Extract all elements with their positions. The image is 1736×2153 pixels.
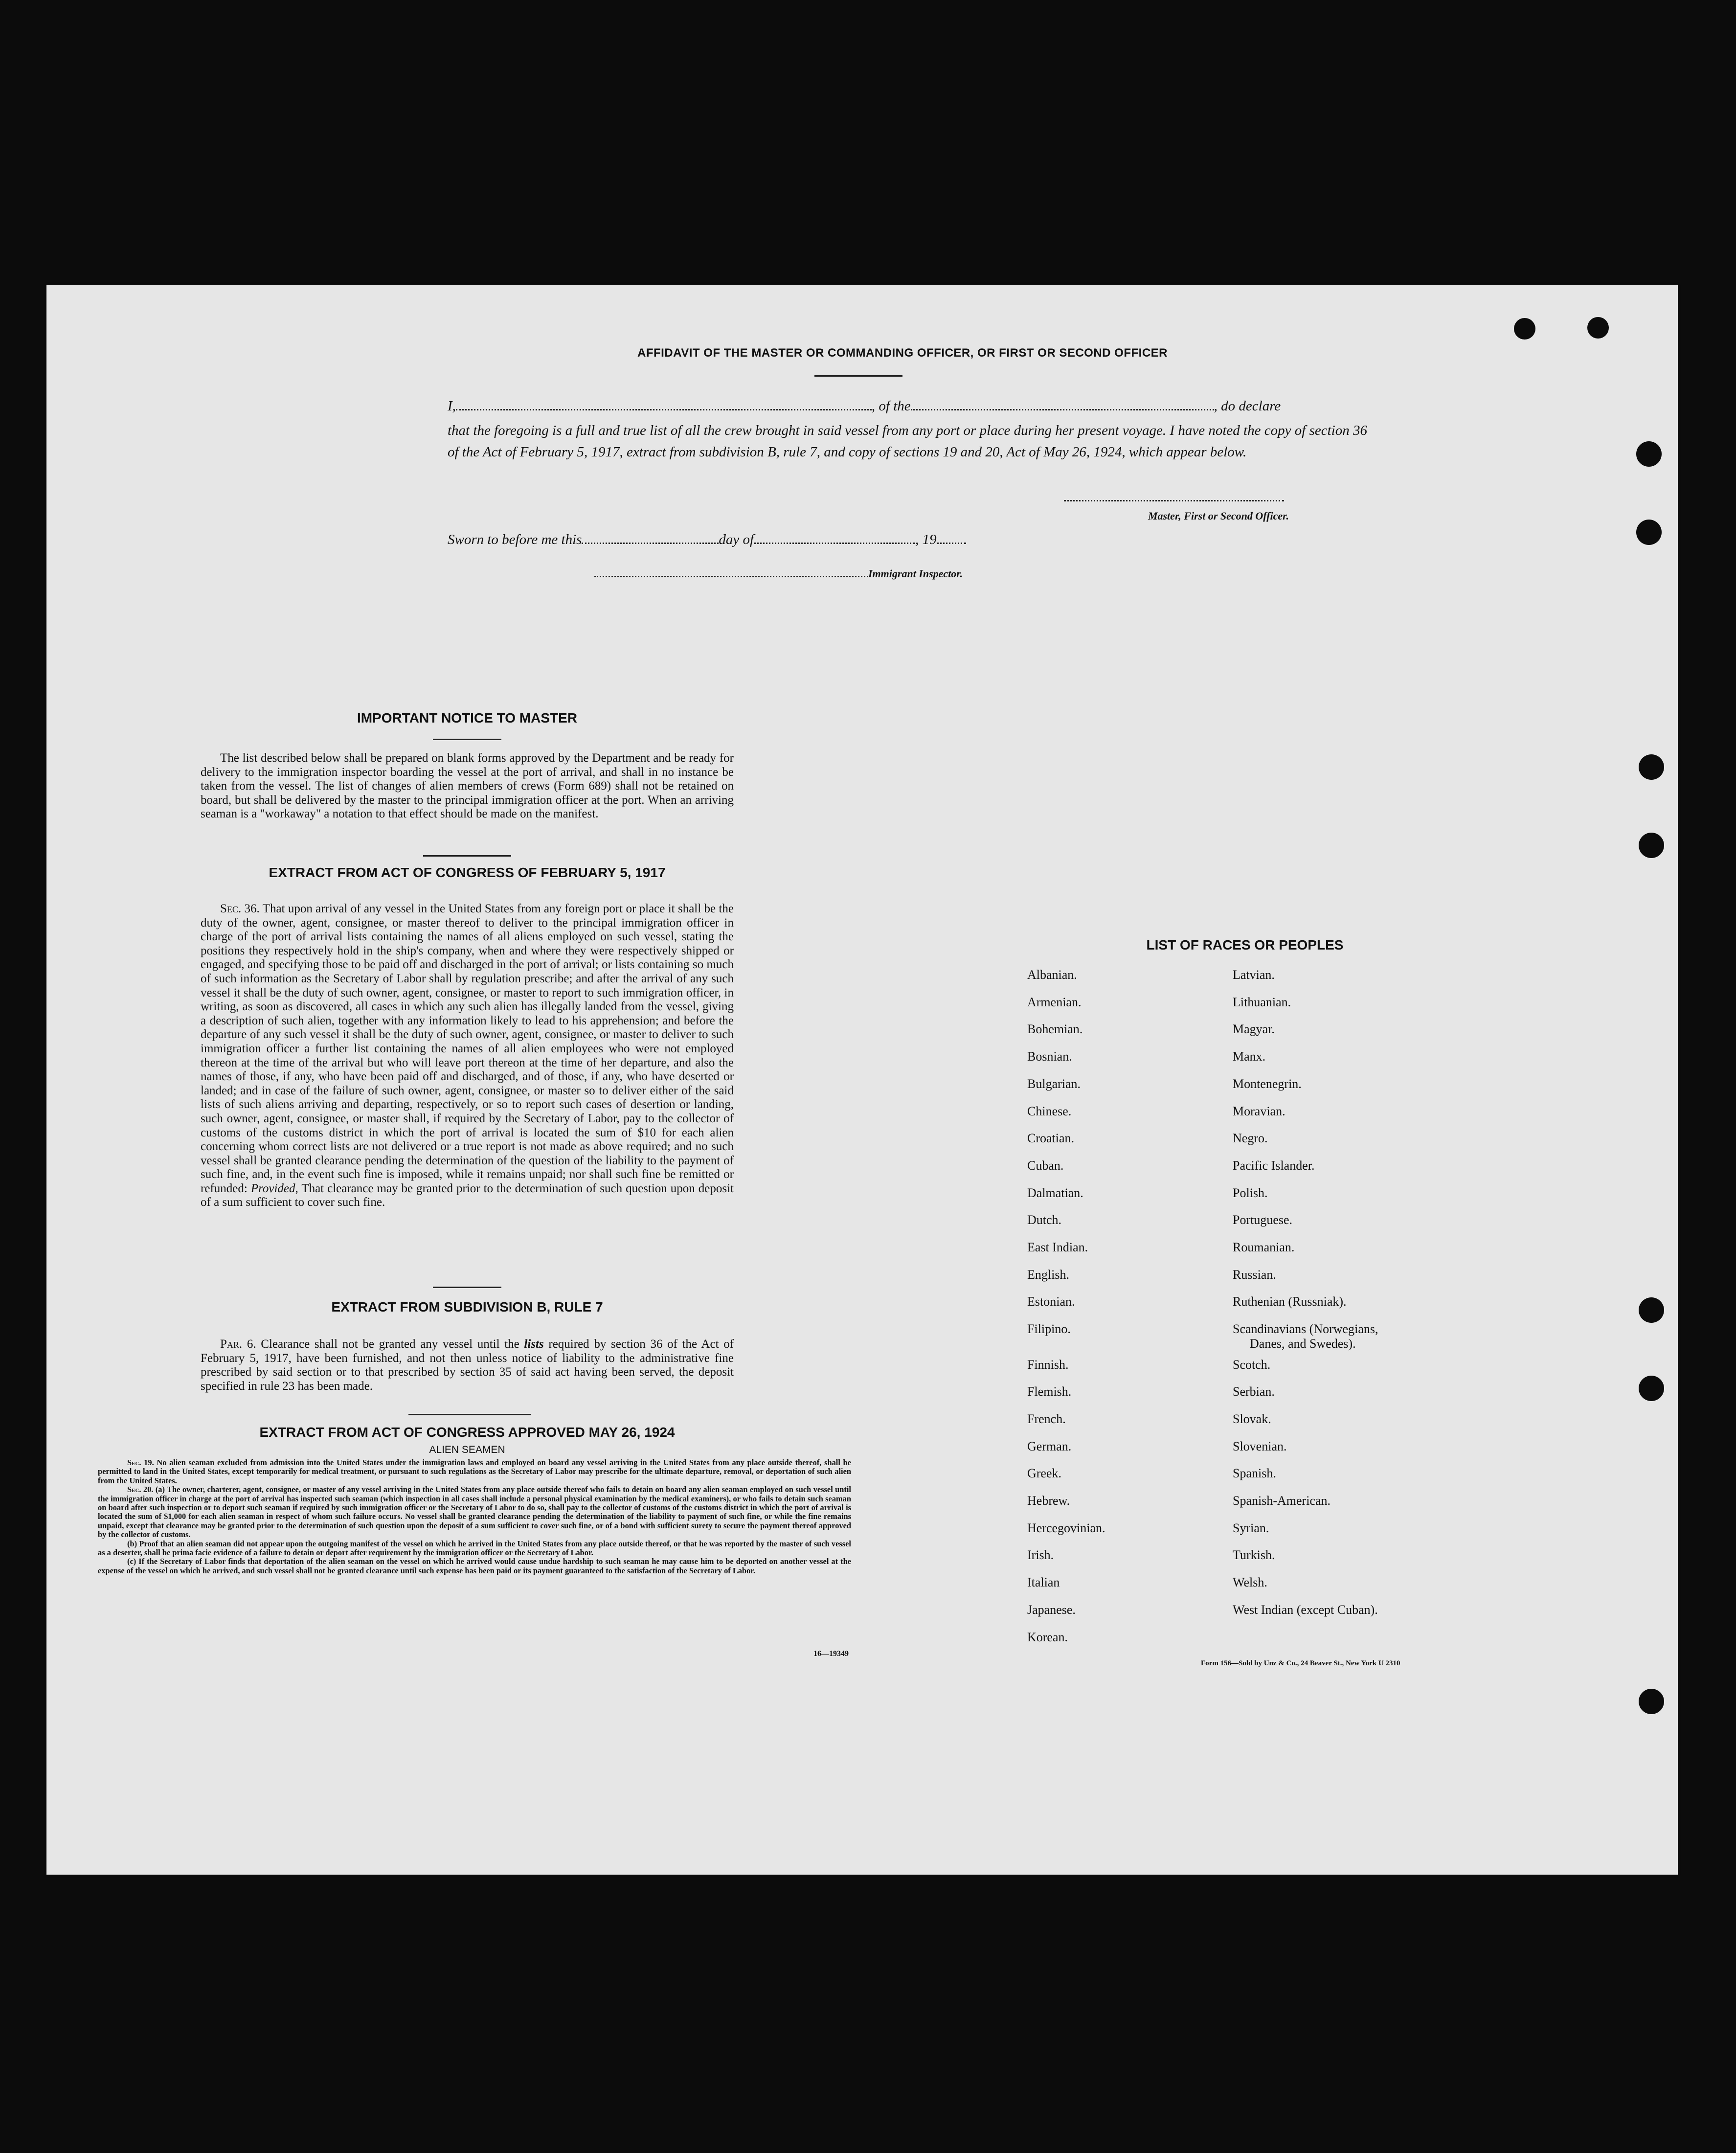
race-item: Finnish. — [1027, 1357, 1069, 1372]
race-item: Filipino. — [1027, 1322, 1071, 1337]
divider — [433, 1287, 501, 1288]
race-item: Irish. — [1027, 1548, 1054, 1563]
race-item: Montenegrin. — [1233, 1076, 1302, 1091]
race-item: Serbian. — [1233, 1384, 1275, 1399]
sec20b-paragraph: (b) Proof that an alien seaman did not appear upon the outgoing manifest of the vessel on which he arrived in the United States from any place outside thereof, or that he was reported by the master of such vessel as a deserter, shall be prima facie evidence of a failure to detain or deport after requirement by the immigration officer or the Secretary of Labor. — [98, 1539, 851, 1558]
divider — [814, 375, 902, 377]
race-item: Spanish-American. — [1233, 1494, 1331, 1508]
master-signature-line[interactable] — [1064, 500, 1284, 501]
extract1924-heading: EXTRACT FROM ACT OF CONGRESS APPROVED MAY 26, 1924 — [259, 1425, 675, 1440]
sec20a-text: (a) The owner, charterer, agent, consignee, or master of any vessel arriving in the United States from any place outside thereof who fails to detain on board any alien seaman employed on such vessel until the immigration officer in charge at the port of arrival has inspected such seaman (which inspection in all cases shall include a personal physical examination by the medical examiners), or who fails to detain such seaman on board after such inspection or to deport such seaman if required by such immigration officer or the Secretary of Labor to do so, shall pay to the collector of customs of the customs district in which the port of arrival is located the sum of $1,000 for each alien seaman in respect of whom such failure occurs. No vessel shall be granted clearance pending the determination of the liability to payment of such fine, or while the fine remains unpaid, except that clearance may be granted prior to the determination of such question upon the deposit of a sum sufficient to cover such fine, or of a bond with sufficient surety to secure the payment thereof approved by the collector of customs. — [98, 1485, 851, 1540]
divider — [433, 739, 501, 740]
sec36-text-end: That clearance may be granted prior to the determination of such question upon deposit of a sum sufficient to cover such fine. — [201, 1181, 734, 1209]
sworn-day-of: day of — [719, 532, 754, 547]
par6-label: Par. 6. — [220, 1337, 256, 1351]
extract1917-body — [201, 902, 734, 1210]
affidavit-i: I, — [448, 398, 456, 414]
affidavit-of-the: , of the — [871, 398, 911, 414]
notice-heading: IMPORTANT NOTICE TO MASTER — [357, 710, 578, 725]
race-item: Italian — [1027, 1575, 1060, 1590]
race-item: Chinese. — [1027, 1104, 1072, 1118]
race-item: Greek. — [1027, 1466, 1062, 1481]
punch-hole — [1639, 1297, 1664, 1323]
affidavit-do-declare: , do declare — [1214, 398, 1281, 414]
sworn-month-blank[interactable] — [754, 543, 915, 544]
punch-hole — [1639, 1689, 1664, 1714]
document-page — [46, 285, 1678, 1875]
punch-hole — [1514, 318, 1535, 340]
race-item: English. — [1027, 1267, 1069, 1282]
name-blank[interactable] — [456, 409, 872, 410]
par6-text-a: Clearance shall not be granted any vessel until the — [261, 1337, 519, 1351]
race-item: Magyar. — [1233, 1022, 1275, 1037]
race-item: Roumanian. — [1233, 1240, 1295, 1254]
race-item: Latvian. — [1233, 968, 1275, 982]
extract1924-body — [98, 1458, 851, 1575]
race-item: Dutch. — [1027, 1213, 1062, 1227]
race-item: Lithuanian. — [1233, 995, 1291, 1009]
race-item: Albanian. — [1027, 968, 1077, 982]
race-item: Russian. — [1233, 1267, 1276, 1282]
race-item: Estonian. — [1027, 1294, 1075, 1309]
race-item: German. — [1027, 1439, 1072, 1453]
sworn-year: , 19 — [915, 532, 937, 547]
vessel-blank[interactable] — [911, 409, 1214, 410]
race-item: Pacific Islander. — [1233, 1158, 1315, 1173]
race-item: Welsh. — [1233, 1575, 1267, 1590]
race-item: Negro. — [1233, 1131, 1268, 1146]
punch-hole — [1639, 833, 1664, 858]
race-item: Danes, and Swedes). — [1250, 1337, 1356, 1351]
race-item: Japanese. — [1027, 1602, 1076, 1617]
punch-hole — [1639, 1376, 1664, 1401]
race-item: Cuban. — [1027, 1158, 1064, 1173]
race-item: Bohemian. — [1027, 1022, 1083, 1037]
race-item: Bosnian. — [1027, 1049, 1072, 1064]
form-footer: Form 156—Sold by Unz & Co., 24 Beaver St., New York U 2310 — [1201, 1659, 1400, 1667]
sworn-prefix: Sworn to before me this — [448, 532, 582, 547]
races-heading: LIST OF RACES OR PEOPLES — [1146, 937, 1344, 952]
punch-hole — [1636, 441, 1662, 467]
race-item: Croatian. — [1027, 1131, 1075, 1146]
race-item: Polish. — [1233, 1185, 1268, 1200]
sec19-label: Sec. 19. — [127, 1458, 154, 1467]
master-label: Master, First or Second Officer. — [1148, 510, 1289, 522]
punch-hole — [1639, 754, 1664, 780]
sworn-line — [448, 532, 1181, 548]
punch-hole — [1636, 520, 1662, 545]
race-item: Syrian. — [1233, 1520, 1269, 1535]
race-item: French. — [1027, 1411, 1066, 1426]
race-item: Manx. — [1233, 1049, 1266, 1064]
sec20a-paragraph — [98, 1485, 851, 1539]
race-item: Flemish. — [1027, 1384, 1072, 1399]
sec20c-paragraph: (c) If the Secretary of Labor finds that deportation of the alien seaman on the vessel on which he arrived would cause undue hardship to such seaman he may cause him to be deported on another vessel at the expense of the vessel on which he arrived, and such vessel shall not be granted clearance until such expense has been paid or its payment guaranteed to the satisfaction of the Secretary of Labor. — [98, 1557, 851, 1575]
race-item: Hebrew. — [1027, 1494, 1070, 1508]
par6-text-b: required by section 36 of the Act of February 5, 1917, have been furnished, and not then unless notice of liability to the administrative fine prescribed by said section or to that prescribed by section 35 of said act having been served, the deposit specified in rule 23 has been made. — [201, 1337, 734, 1393]
divider — [408, 1414, 531, 1415]
affidavit-heading: AFFIDAVIT OF THE MASTER OR COMMANDING OFFICER, OR FIRST OR SECOND OFFICER — [637, 346, 1168, 360]
affidavit-declaration-line — [448, 398, 1367, 414]
race-item: Portuguese. — [1233, 1213, 1293, 1227]
inspector-label: Immigrant Inspector. — [868, 567, 963, 580]
race-item: Slovak. — [1233, 1411, 1271, 1426]
race-item: Hercegovinian. — [1027, 1520, 1105, 1535]
rule7-heading: EXTRACT FROM SUBDIVISION B, RULE 7 — [331, 1299, 603, 1314]
notice-body: The list described below shall be prepared on blank forms approved by the Department and be ready for delivery to the immigration inspector boarding the vessel at the port of arrival, and shall in no instance be taken from the vessel. The list of changes of alien members of crews (Form 689) shall not be retained on board, but shall be delivered by the master to the principal immigration officer at the port. When an arriving seaman is a "workaway" a notation to that effect should be made on the manifest. — [201, 751, 734, 820]
sec19-text: No alien seaman excluded from admission into the United States under the immigration laws and employed on board any vessel arriving in the United States from any place outside thereof, shall be permitted to land in the United States, except temporarily for medical treatment, or pursuant to such regulations as the Secretary of Labor may prescribe for the ultimate departure, removal, or deportation of such alien from the United States. — [98, 1458, 851, 1485]
punch-hole — [1587, 317, 1609, 339]
extract1924-subheading: ALIEN SEAMEN — [429, 1444, 505, 1455]
race-item: Scandinavians (Norwegians, — [1233, 1322, 1378, 1337]
divider — [423, 855, 511, 857]
race-item: Turkish. — [1233, 1548, 1275, 1563]
race-item: East Indian. — [1027, 1240, 1088, 1254]
race-item: Moravian. — [1233, 1104, 1285, 1118]
sec36-text: That upon arrival of any vessel in the United States from any foreign port or place it shall be the duty of the owner, agent, consignee, or master thereof to deliver to the principal immigration officer in charge of the port of arrival lists containing the names of all aliens employed on such vessel, stating the positions they respectively hold in the ship's company, when and where they were respectively shipped or engaged, and specifying those to be paid off and discharged in the port of arrival; or lists containing so much of such information as the Secretary of Labor shall by regulation prescribe; and after the arrival of any such vessel it shall be the duty of such owner, agent, consignee, or master to report to such immigration officer, in writing, as soon as discovered, all cases in which any such alien has illegally landed from the vessel, giving a description of such alien, together with any information likely to lead to his apprehension; and before the departure of any such vessel it shall be the duty of such owner, agent, consignee, or master to deliver to such immigration officer a further list containing the names of all alien employees who were not employed thereon at the time of the arrival but who will leave port thereon at the time of her departure, and also the names of those, if any, who have been paid off and discharged, and of those, if any, who have deserted or landed; and in case of the failure of such owner, agent, consignee, or master so to deliver either of the said lists of such aliens arriving and departing, respectively, or so to report such cases of desertion or landing, such owner, agent, consignee, or master shall, if required by the Secretary of Labor, pay to the collector of customs of the customs district in which the port of arrival is located the sum of $10 for each alien concerning whom correct lists are not delivered or a true report is not made as above required; and no such vessel shall be granted clearance pending the determination of the question of the liability to the payment of such fine, and, in the event such fine is imposed, while it remains unpaid; nor shall such fine be remitted or refunded: — [201, 902, 734, 1195]
sec36-provided: Provided, — [250, 1181, 298, 1195]
sec36-label: Sec. 36. — [220, 902, 260, 915]
inspector-line — [594, 567, 1083, 580]
race-item: Spanish. — [1233, 1466, 1276, 1481]
rule7-body — [201, 1337, 734, 1393]
race-item: Armenian. — [1027, 995, 1082, 1009]
extract1917-heading: EXTRACT FROM ACT OF CONGRESS OF FEBRUARY 5, 1917 — [269, 865, 666, 880]
race-item: Ruthenian (Russniak). — [1233, 1294, 1347, 1309]
sec20-label: Sec. 20. — [127, 1485, 154, 1495]
sworn-day-blank[interactable] — [582, 543, 719, 544]
sec19-paragraph — [98, 1458, 851, 1485]
form-number: 16—19349 — [813, 1650, 849, 1658]
affidavit-body: that the foregoing is a full and true list of all the crew brought in said vessel from any port or place during her present voyage. I have noted the copy of section 36 of the Act of February 5, 1917, extract from subdivision B, rule 7, and copy of sections 19 and 20, Act of May 26, 1924, which appear below. — [448, 423, 1367, 460]
sworn-year-blank[interactable] — [937, 543, 966, 544]
race-item: Korean. — [1027, 1630, 1068, 1644]
race-item: Scotch. — [1233, 1357, 1271, 1372]
race-item: West Indian (except Cuban). — [1233, 1602, 1378, 1617]
par6-lists-word: lists — [524, 1337, 544, 1351]
race-item: Dalmatian. — [1027, 1185, 1083, 1200]
race-item: Bulgarian. — [1027, 1076, 1081, 1091]
race-item: Slovenian. — [1233, 1439, 1287, 1453]
inspector-signature-line[interactable] — [594, 576, 868, 577]
